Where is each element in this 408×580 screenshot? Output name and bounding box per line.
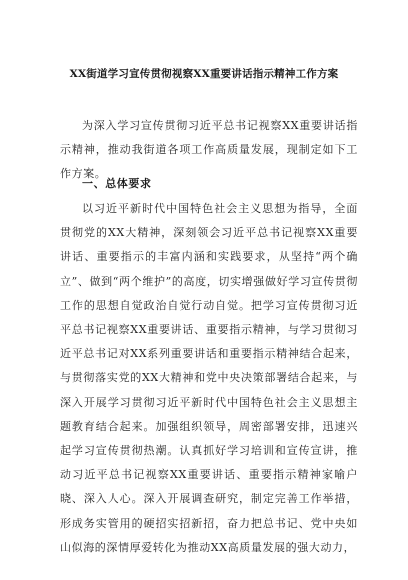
document-title: XX街道学习宣传贯彻视察XX重要讲话指示精神工作方案	[69, 68, 339, 80]
intro-text: 为深入学习宣传贯彻习近平总书记视察XX重要讲话指示精神，推动我街道各项工作高质量发展，现制定如下工作方案。	[60, 119, 358, 181]
section-paragraph	[60, 197, 358, 560]
section-paragraph-text: 以习近平新时代中国特色社会主义思想为指导，全面贯彻党的XX大精神，深刻领会习近平总书记视察XX重要讲话、重要指示的丰富内涵和实践要求，从坚持“两个确立”、做到“两个维护”的高度，切实增强做好学习宣传贯彻工作的思想自觉政治自觉行动自觉。把学习宣传贯彻习近平总书记视察XX重要讲话、重要指示精神，与学习贯彻习近平总书记对XX系列重要讲话和重要指示精神结合起来，与贯彻落实党的XX大精神和党中央决策部署结合起来，与深入开展学习贯彻习近平新时代中国特色社会主义思想主题教育结合起来。加强组织领导，周密部署安排，迅速兴起学习宣传贯彻热潮。认真抓好学习培训和宣传宣讲，推动习近平总书记视察XX重要讲话、重要指示精神家喻户晓、深入人心。深入开展调查研究，制定完善工作举措，形成务实管用的硬招实招新招，奋力把总书记、党中央如山似海的深情厚爱转化为推动XX高质量发展的强大动力，	[60, 202, 358, 554]
section-heading-general-requirements: 一、总体要求	[82, 177, 152, 190]
